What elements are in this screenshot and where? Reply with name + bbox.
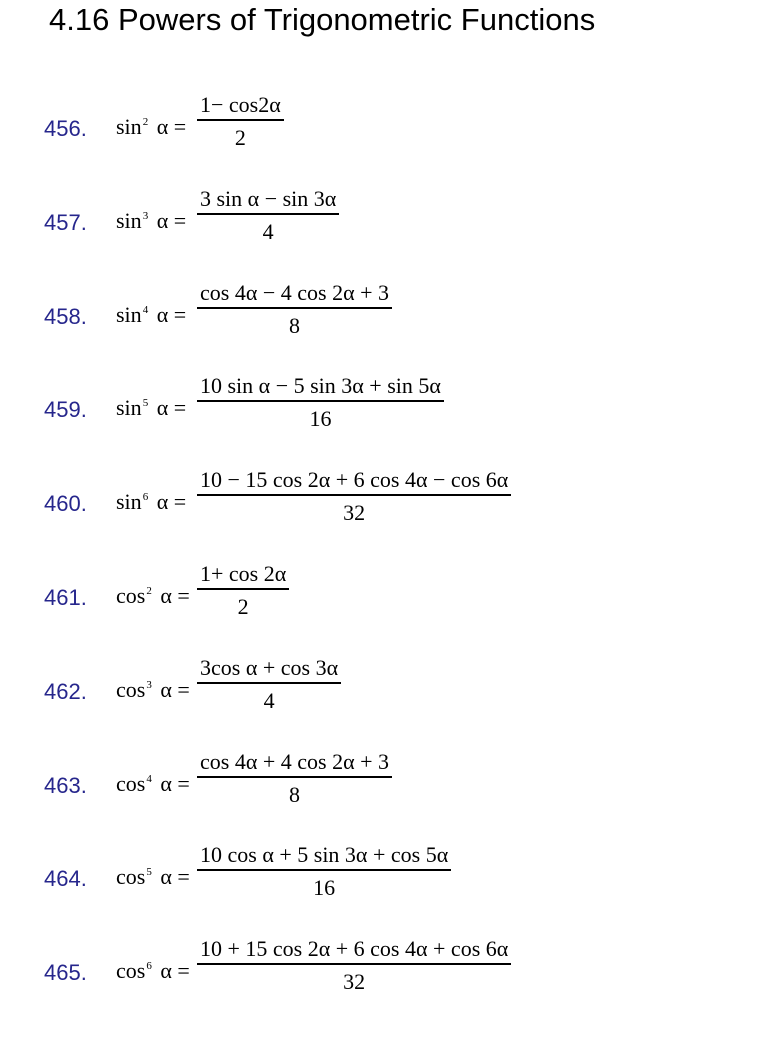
page-title: 4.16 Powers of Trigonometric Functions — [49, 2, 596, 37]
lhs-variable: α = — [151, 395, 187, 420]
fraction-bar — [197, 869, 451, 871]
exponent: 3 — [146, 679, 152, 691]
fraction-bar — [197, 963, 511, 965]
formula-row — [0, 655, 765, 725]
exponent: 2 — [146, 585, 152, 597]
exponent: 4 — [142, 304, 149, 316]
denominator: 4 — [262, 219, 274, 244]
lhs-variable: α = — [154, 771, 190, 796]
lhs-variable: α = — [151, 114, 187, 139]
formula-number: 459. — [44, 397, 87, 422]
exponent: 5 — [142, 397, 149, 409]
function-name: cos — [116, 677, 146, 702]
exponent: 6 — [142, 491, 149, 503]
formula-number: 462. — [44, 679, 87, 704]
denominator: 8 — [289, 782, 301, 807]
formula-row — [0, 373, 765, 443]
fraction-bar — [197, 400, 444, 402]
lhs-variable: α = — [151, 489, 187, 514]
formula-lhs — [116, 864, 190, 890]
formula-row — [0, 467, 765, 537]
fraction-bar — [197, 494, 511, 496]
fraction — [197, 467, 511, 526]
denominator: 16 — [313, 875, 336, 900]
fraction — [197, 936, 511, 995]
function-name: sin — [116, 208, 142, 233]
function-name: cos — [116, 864, 146, 889]
fraction — [197, 92, 284, 151]
exponent: 3 — [142, 210, 149, 222]
function-name: sin — [116, 489, 142, 514]
formula-lhs — [116, 583, 190, 609]
fraction — [197, 373, 444, 432]
numerator: 10 cos α + 5 sin 3α + cos 5α — [200, 842, 449, 867]
formula-lhs — [116, 302, 186, 328]
denominator: 2 — [237, 594, 249, 619]
formula-lhs — [116, 395, 186, 421]
fraction — [197, 561, 289, 620]
numerator: 10 sin α − 5 sin 3α + sin 5α — [200, 373, 441, 398]
formula-number: 458. — [44, 304, 87, 329]
lhs-variable: α = — [154, 864, 190, 889]
formula-row — [0, 186, 765, 256]
lhs-variable: α = — [154, 958, 190, 983]
fraction-bar — [197, 119, 284, 121]
formula-row — [0, 92, 765, 162]
fraction — [197, 186, 339, 245]
formula-number: 461. — [44, 585, 87, 610]
formula-lhs — [116, 208, 186, 234]
numerator: 3cos α + cos 3α — [200, 655, 339, 680]
fraction-bar — [197, 588, 289, 590]
denominator: 16 — [309, 406, 332, 431]
function-name: cos — [116, 583, 146, 608]
formula-lhs — [116, 958, 190, 984]
fraction — [197, 842, 451, 901]
numerator: 1+ cos 2α — [200, 561, 287, 586]
numerator: cos 4α − 4 cos 2α + 3 — [200, 280, 390, 305]
lhs-variable: α = — [154, 583, 190, 608]
formula-row — [0, 280, 765, 350]
exponent: 2 — [142, 116, 149, 128]
function-name: sin — [116, 302, 142, 327]
denominator: 32 — [343, 500, 366, 525]
function-name: cos — [116, 958, 146, 983]
exponent: 5 — [146, 866, 152, 878]
fraction — [197, 280, 392, 339]
numerator: cos 4α + 4 cos 2α + 3 — [200, 749, 390, 774]
denominator: 4 — [263, 688, 275, 713]
fraction-bar — [197, 307, 392, 309]
numerator: 10 + 15 cos 2α + 6 cos 4α + cos 6α — [200, 936, 509, 961]
numerator: 3 sin α − sin 3α — [200, 186, 337, 211]
formula-row — [0, 842, 765, 912]
formula-number: 460. — [44, 491, 87, 516]
exponent: 6 — [146, 960, 152, 972]
fraction-bar — [197, 776, 392, 778]
denominator: 8 — [289, 313, 301, 338]
function-name: cos — [116, 771, 146, 796]
formula-number: 465. — [44, 960, 87, 985]
lhs-variable: α = — [151, 302, 187, 327]
fraction-bar — [197, 682, 341, 684]
formula-lhs — [116, 114, 186, 140]
numerator: 1− cos2α — [200, 92, 281, 117]
fraction-bar — [197, 213, 339, 215]
formula-number: 464. — [44, 866, 87, 891]
function-name: sin — [116, 395, 142, 420]
fraction — [197, 655, 341, 714]
formula-lhs — [116, 489, 186, 515]
denominator: 2 — [234, 125, 246, 150]
formula-lhs — [116, 771, 190, 797]
numerator: 10 − 15 cos 2α + 6 cos 4α − cos 6α — [200, 467, 509, 492]
denominator: 32 — [343, 969, 366, 994]
lhs-variable: α = — [154, 677, 190, 702]
exponent: 4 — [146, 773, 152, 785]
formula-number: 457. — [44, 210, 87, 235]
formula-row — [0, 749, 765, 819]
formula-number: 463. — [44, 773, 87, 798]
lhs-variable: α = — [151, 208, 187, 233]
function-name: sin — [116, 114, 142, 139]
formula-row — [0, 936, 765, 1006]
formula-row — [0, 561, 765, 631]
formula-number: 456. — [44, 116, 87, 141]
formula-lhs — [116, 677, 190, 703]
fraction — [197, 749, 392, 808]
